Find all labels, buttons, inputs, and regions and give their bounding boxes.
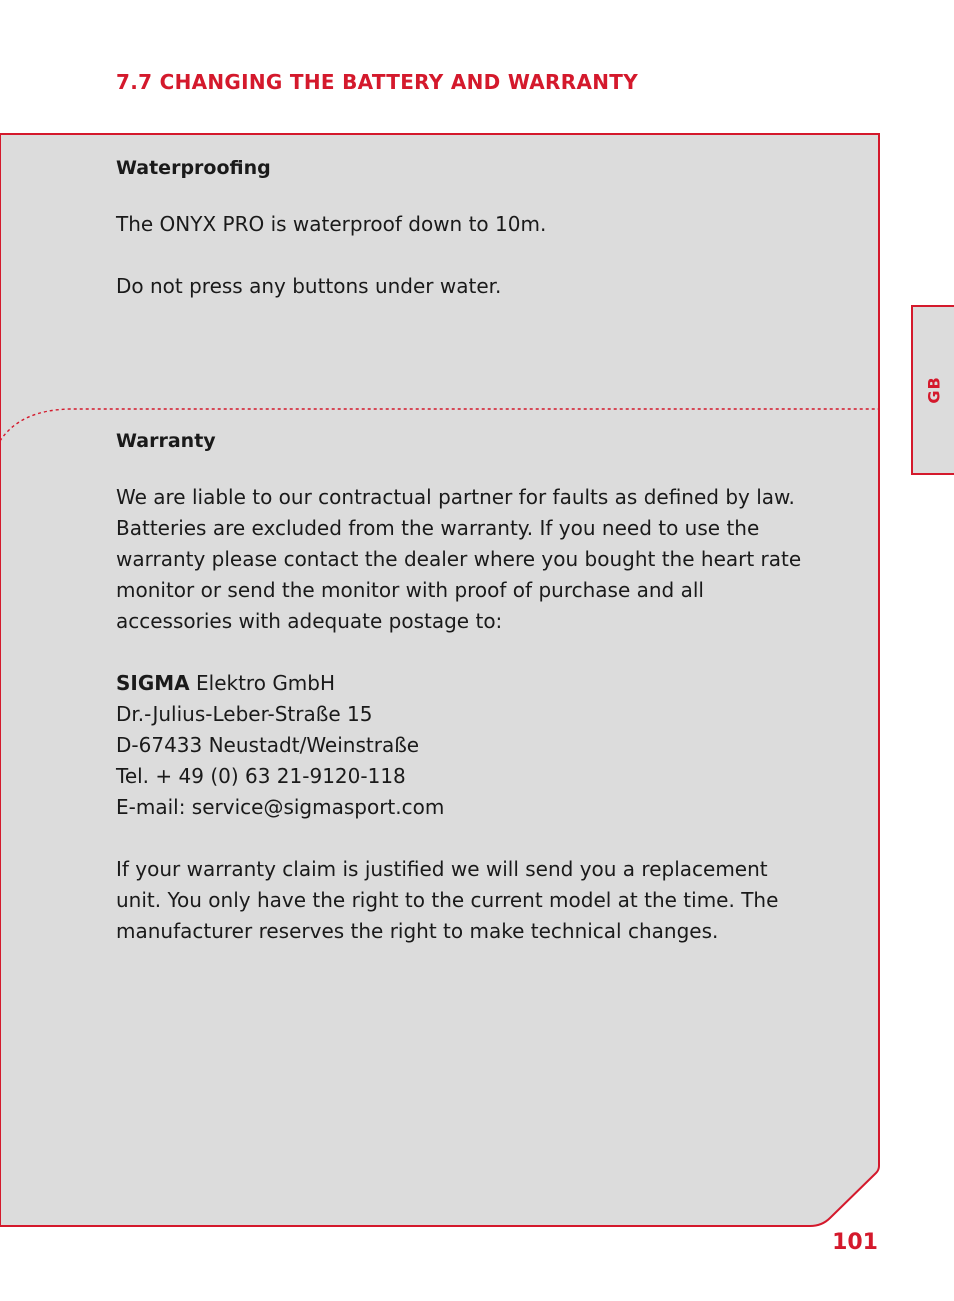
waterproofing-heading: Waterproofing <box>116 157 271 179</box>
address-block <box>116 668 816 823</box>
waterproofing-section <box>116 157 816 302</box>
waterproofing-text-2: Do not press any buttons under water. <box>116 274 502 298</box>
address-street: Dr.-Julius-Leber-Straße 15 <box>116 702 373 726</box>
language-tab-label: GB <box>924 376 943 404</box>
brand-name: SIGMA <box>116 671 190 695</box>
language-tab <box>911 305 954 475</box>
warranty-section <box>116 430 816 947</box>
address-company <box>116 668 816 699</box>
warranty-closing: If your warranty claim is justified we will send you a replacement unit. You only have the right to the current model at the time. The manufacturer reserves the right to make technical changes. <box>116 857 779 943</box>
address-city: D-67433 Neustadt/Weinstraße <box>116 733 420 757</box>
warranty-intro: We are liable to our contractual partner for faults as defined by law. Batteries are excluded from the warranty. If you need to use the warranty please contact the dealer where you bought the heart rate monitor or send the monitor with proof of purchase and all accessories with adequate postage to: <box>116 485 802 633</box>
warranty-heading: Warranty <box>116 430 216 452</box>
address-phone: Tel. + 49 (0) 63 21-9120-118 <box>116 764 406 788</box>
waterproofing-text-1: The ONYX PRO is waterproof down to 10m. <box>116 212 547 236</box>
company-name: Elektro GmbH <box>189 671 336 695</box>
address-email: E-mail: service@sigmasport.com <box>116 795 445 819</box>
page-number: 101 <box>832 1230 878 1255</box>
section-title: 7.7 CHANGING THE BATTERY AND WARRANTY <box>116 70 638 94</box>
